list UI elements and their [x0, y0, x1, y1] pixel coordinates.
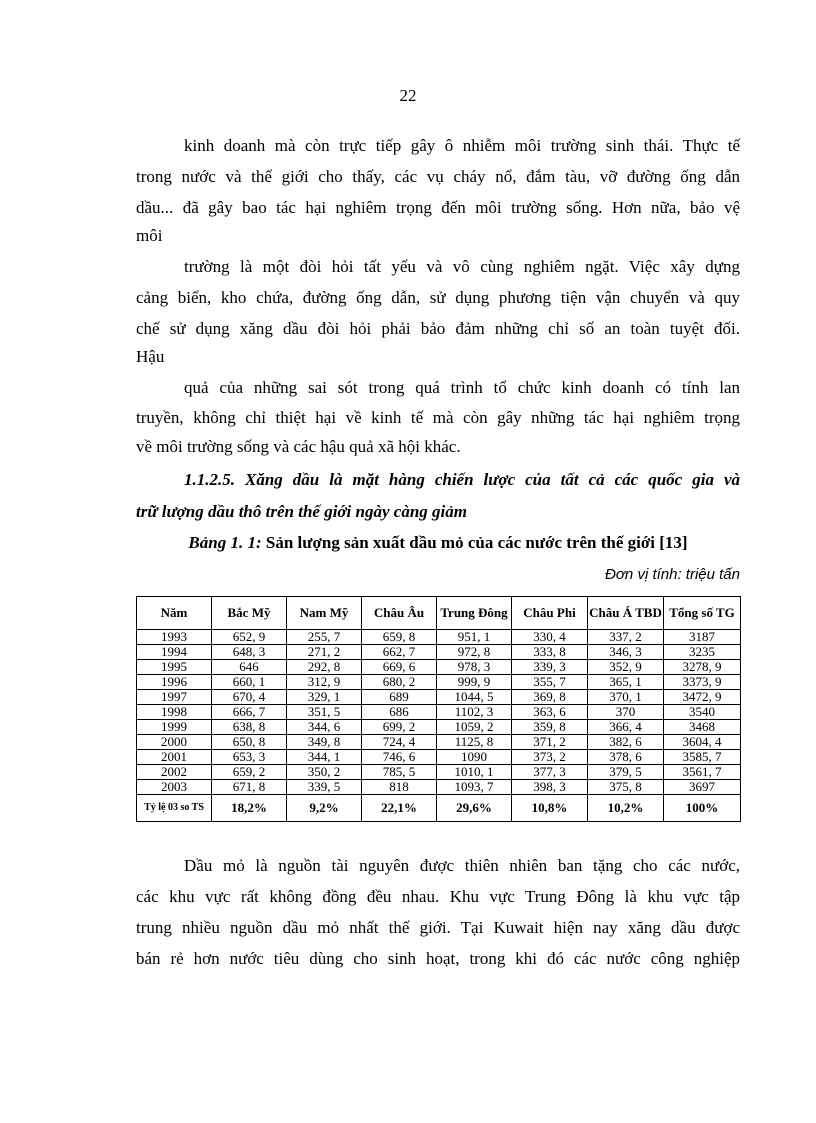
header-chau-au: Châu Âu: [362, 597, 437, 630]
table-cell: 652, 9: [212, 630, 287, 645]
table-cell: 724, 4: [362, 735, 437, 750]
section-heading-line-2: trữ lượng dầu thô trên thế giới ngày càng giảm: [136, 502, 467, 521]
paragraph-1-line-2: trong nước và thế giới cho thấy, các vụ cháy nổ, đắm tàu, vỡ đường ống dẫn: [136, 167, 740, 186]
table-cell: 355, 7: [512, 675, 588, 690]
total-cell: 100%: [664, 795, 741, 822]
table-cell: 371, 2: [512, 735, 588, 750]
table-cell: 365, 1: [588, 675, 664, 690]
header-bac-my: Bắc Mỹ: [212, 597, 287, 630]
table-cell: 366, 4: [588, 720, 664, 735]
table-cell: 638, 8: [212, 720, 287, 735]
header-chau-a-tbd: Châu Á TBD: [588, 597, 664, 630]
paragraph-2-line-3: chế sử dụng xăng dầu đòi hỏi phải bảo đảm những chỉ số an toàn tuyệt đối.: [136, 319, 740, 338]
table-cell: 1993: [137, 630, 212, 645]
paragraph-2-line-1: trường là một đòi hỏi tất yếu và vô cùng nghiêm ngặt. Việc xây dựng: [184, 257, 740, 276]
table-cell: 377, 3: [512, 765, 588, 780]
total-cell: 9,2%: [287, 795, 362, 822]
paragraph-2-line-2: cảng biển, kho chứa, đường ống dẫn, sử dụng phương tiện vận chuyển và quy: [136, 288, 740, 307]
paragraph-1-line-1: kinh doanh mà còn trực tiếp gây ô nhiễm môi trường sinh thái. Thực tế: [184, 136, 740, 155]
header-nam: Năm: [137, 597, 212, 630]
paragraph-1-line-3: dầu... đã gây bao tác hại nghiêm trọng đến môi trường sống. Hơn nữa, bảo vệ: [136, 198, 740, 217]
table-row: [137, 705, 741, 720]
table-cell: 1059, 2: [437, 720, 512, 735]
table-cell: 3540: [664, 705, 741, 720]
table-cell: 1010, 1: [437, 765, 512, 780]
table-cell: 3472, 9: [664, 690, 741, 705]
table-cell: 646: [212, 660, 287, 675]
table-cell: 650, 8: [212, 735, 287, 750]
table-cell: 1999: [137, 720, 212, 735]
table-cell: 648, 3: [212, 645, 287, 660]
table-caption-label: Bảng 1. 1:: [188, 533, 262, 552]
table-row: [137, 645, 741, 660]
production-table: [136, 596, 741, 822]
table-cell: 686: [362, 705, 437, 720]
page-number: 22: [399, 86, 417, 105]
total-cell: 29,6%: [437, 795, 512, 822]
table-cell: 378, 6: [588, 750, 664, 765]
table-caption: [136, 533, 740, 553]
table-cell: 382, 6: [588, 735, 664, 750]
paragraph-4-line-1: Dầu mỏ là nguồn tài nguyên được thiên nhiên ban tặng cho các nước,: [184, 856, 740, 875]
table-cell: 2000: [137, 735, 212, 750]
total-cell: 10,2%: [588, 795, 664, 822]
table-cell: 3187: [664, 630, 741, 645]
table-row: [137, 660, 741, 675]
table-row: [137, 765, 741, 780]
table-cell: 670, 4: [212, 690, 287, 705]
table-cell: 1125, 8: [437, 735, 512, 750]
header-tong-so-tg: Tổng số TG: [664, 597, 741, 630]
paragraph-2-line-4: Hậu: [136, 347, 165, 366]
header-chau-phi: Châu Phi: [512, 597, 588, 630]
table-cell: 662, 7: [362, 645, 437, 660]
section-heading-line-1: 1.1.2.5. Xăng dầu là mặt hàng chiến lược của tất cả các quốc gia và: [184, 470, 740, 489]
table-cell: 351, 5: [287, 705, 362, 720]
table-cell: 292, 8: [287, 660, 362, 675]
total-row-label: Tỷ lệ 03 so TS: [137, 795, 212, 822]
table-cell: 3561, 7: [664, 765, 741, 780]
table-cell: 999, 9: [437, 675, 512, 690]
table-cell: 1996: [137, 675, 212, 690]
table-cell: 1997: [137, 690, 212, 705]
table-cell: 1102, 3: [437, 705, 512, 720]
table-cell: 689: [362, 690, 437, 705]
table-cell: 330, 4: [512, 630, 588, 645]
paragraph-3-line-2: truyền, không chỉ thiệt hại về kinh tế mà còn gây những tác hại nghiêm trọng: [136, 408, 740, 427]
table-cell: 3604, 4: [664, 735, 741, 750]
paragraph-4-line-4: bán rẻ hơn nước tiêu dùng cho sinh hoạt, trong khi đó các nước công nghiệp: [136, 949, 740, 968]
table-cell: 337, 2: [588, 630, 664, 645]
table-cell: 671, 8: [212, 780, 287, 795]
table-cell: 350, 2: [287, 765, 362, 780]
table-row: [137, 630, 741, 645]
table-cell: 951, 1: [437, 630, 512, 645]
header-trung-dong: Trung Đông: [437, 597, 512, 630]
table-cell: 369, 8: [512, 690, 588, 705]
table-cell: 746, 6: [362, 750, 437, 765]
table-cell: 669, 6: [362, 660, 437, 675]
table-header-row: [137, 597, 741, 630]
table-cell: 375, 8: [588, 780, 664, 795]
table-cell: 1090: [437, 750, 512, 765]
table-cell: 3235: [664, 645, 741, 660]
table-cell: 359, 8: [512, 720, 588, 735]
table-cell: 344, 6: [287, 720, 362, 735]
table-row: [137, 780, 741, 795]
table-cell: 379, 5: [588, 765, 664, 780]
total-cell: 10,8%: [512, 795, 588, 822]
table-cell: 339, 3: [512, 660, 588, 675]
table-cell: 1994: [137, 645, 212, 660]
table-cell: 680, 2: [362, 675, 437, 690]
table-cell: 2001: [137, 750, 212, 765]
table-row: [137, 750, 741, 765]
table-cell: 3468: [664, 720, 741, 735]
table-cell: 339, 5: [287, 780, 362, 795]
table-cell: 346, 3: [588, 645, 664, 660]
table-cell: 3585, 7: [664, 750, 741, 765]
table-cell: 344, 1: [287, 750, 362, 765]
table-caption-text: Sản lượng sản xuất dầu mỏ của các nước trên thế giới [13]: [261, 533, 688, 552]
table-row: [137, 675, 741, 690]
table-cell: 660, 1: [212, 675, 287, 690]
paragraph-4-line-3: trung nhiều nguồn dầu mỏ nhất thế giới. Tại Kuwait hiện nay xăng dầu được: [136, 918, 740, 937]
table-cell: 659, 8: [362, 630, 437, 645]
table-cell: 312, 9: [287, 675, 362, 690]
table-cell: 1044, 5: [437, 690, 512, 705]
table-cell: 978, 3: [437, 660, 512, 675]
paragraph-3-line-3: về môi trường sống và các hậu quả xã hội khác.: [136, 437, 461, 456]
table-cell: 255, 7: [287, 630, 362, 645]
total-cell: 18,2%: [212, 795, 287, 822]
table-cell: 3697: [664, 780, 741, 795]
table-row: [137, 735, 741, 750]
table-cell: 373, 2: [512, 750, 588, 765]
total-cell: 22,1%: [362, 795, 437, 822]
paragraph-4-line-2: các khu vực rất không đồng đều nhau. Khu vực Trung Đông là khu vực tập: [136, 887, 740, 906]
table-cell: 271, 2: [287, 645, 362, 660]
table-cell: 333, 8: [512, 645, 588, 660]
table-cell: 370: [588, 705, 664, 720]
table-cell: 370, 1: [588, 690, 664, 705]
table-cell: 666, 7: [212, 705, 287, 720]
table-row: [137, 690, 741, 705]
table-cell: 3373, 9: [664, 675, 741, 690]
table-row: [137, 720, 741, 735]
header-nam-my: Nam Mỹ: [287, 597, 362, 630]
table-cell: 972, 8: [437, 645, 512, 660]
table-cell: 818: [362, 780, 437, 795]
table-cell: 1093, 7: [437, 780, 512, 795]
table-cell: 3278, 9: [664, 660, 741, 675]
table-cell: 659, 2: [212, 765, 287, 780]
table-cell: 349, 8: [287, 735, 362, 750]
table-cell: 1995: [137, 660, 212, 675]
table-cell: 329, 1: [287, 690, 362, 705]
table-cell: 653, 3: [212, 750, 287, 765]
table-cell: 352, 9: [588, 660, 664, 675]
table-cell: 785, 5: [362, 765, 437, 780]
table-cell: 1998: [137, 705, 212, 720]
table-cell: 2002: [137, 765, 212, 780]
table-cell: 398, 3: [512, 780, 588, 795]
table-cell: 699, 2: [362, 720, 437, 735]
table-total-row: [137, 795, 741, 822]
table-cell: 2003: [137, 780, 212, 795]
paragraph-1-line-4: môi: [136, 226, 163, 245]
paragraph-3-line-1: quả của những sai sót trong quá trình tổ chức kinh doanh có tính lan: [184, 378, 740, 397]
table-cell: 363, 6: [512, 705, 588, 720]
unit-label: Đơn vị tính: triệu tấn: [605, 566, 740, 583]
